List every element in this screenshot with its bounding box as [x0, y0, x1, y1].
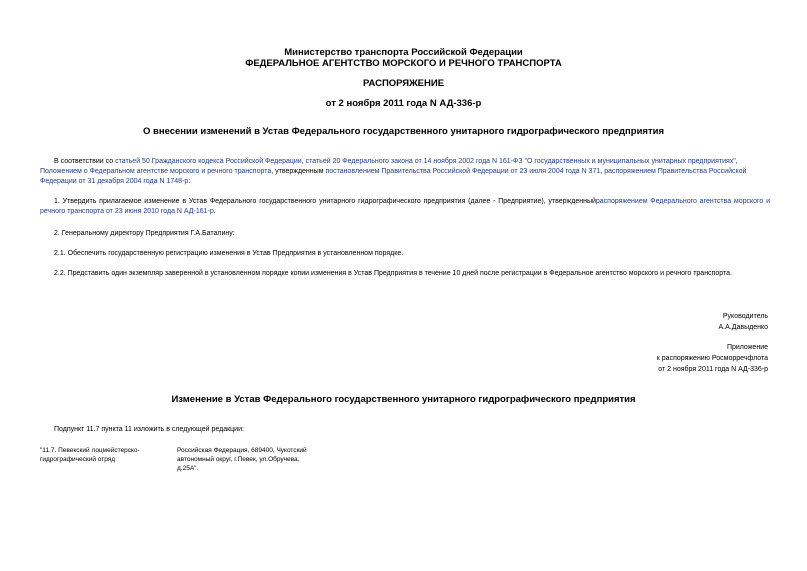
link-agency-regulation[interactable]: Положением о Федеральном агентстве морского и речного транспорта — [40, 168, 272, 175]
appendix-ref-line1: Приложение — [726, 344, 768, 351]
cell-line: "11.7. Певекский лоцмейстерско- — [40, 447, 140, 454]
item-2-1-paragraph: 2.1. Обеспечить государственную регистрацию изменения в Устав Предприятия в установленном порядке. — [54, 250, 404, 257]
preamble-text: , утвержденным — [271, 168, 326, 175]
cell-line: гидрографический отряд — [40, 456, 116, 463]
link-government-order[interactable]: распоряжением Правительства Российской Федерации от 31 декабря 2004 года N 1748-р — [40, 168, 747, 185]
preamble-text: , — [735, 158, 738, 165]
preamble-paragraph — [40, 157, 770, 187]
item-1-text: . — [213, 208, 216, 215]
item-1-paragraph — [40, 197, 770, 217]
cell-line: д.25А". — [177, 465, 199, 472]
item-2-2-paragraph: 2.2. Представить один экземпляр заверенной в установленном порядке копии изменения в Устав Предприятия в течение 10 дней после регистрации в Федеральное агентство морского и речного транспорта. — [54, 270, 732, 277]
doc-type-heading: РАСПОРЯЖЕНИЕ — [362, 78, 445, 89]
item-2-paragraph: 2. Генеральному директору Предприятия Г.А.Баталину: — [54, 230, 235, 237]
appendix-title: Изменение в Устав Федерального государственного унитарного гидрографического предприятия — [171, 394, 636, 405]
link-civil-code[interactable]: статьей 50 Гражданского кодекса Российской Федерации — [115, 158, 302, 165]
link-agency-order[interactable]: распоряжением Федерального агентства морского и речного транспорта от 23 июня 2010 года N АД-161-р — [40, 198, 770, 215]
preamble-text: : — [188, 178, 191, 185]
cell-line: Российская Федерация, 689400, Чукотский — [177, 447, 307, 454]
preamble-text: В соответствии со — [54, 158, 116, 165]
ministry-heading: Министерство транспорта Российской Федерации — [284, 47, 523, 58]
date-number-heading: от 2 ноября 2011 года N АД-336-р — [325, 98, 482, 109]
signature-role: Руководитель — [722, 313, 768, 320]
table-cell-unit — [40, 446, 160, 464]
link-government-decree[interactable]: постановлением Правительства Российской Федерации от 23 июля 2004 года N 371 — [325, 168, 601, 175]
agency-heading: ФЕДЕРАЛЬНОЕ АГЕНТСТВО МОРСКОГО И РЕЧНОГО ТРАНСПОРТА — [245, 58, 562, 69]
cell-line: автономный округ, г.Певек, ул.Обручева, — [177, 456, 300, 463]
preamble-text: , — [600, 168, 605, 175]
document-title: О внесении изменений в Устав Федерального государственного унитарного гидрографического предприятия — [142, 126, 665, 137]
appendix-intro: Подпункт 11.7 пункта 11 изложить в следующей редакции: — [54, 426, 244, 433]
table-cell-address — [177, 446, 337, 473]
link-federal-law[interactable]: статьей 20 Федерального закона от 14 ноября 2002 года N 161-ФЗ "О государственных и муниципальных унитарных предприятиях" — [305, 158, 736, 165]
preamble-text: , — [301, 158, 306, 165]
signature-name: А.А.Давыденко — [718, 324, 768, 331]
appendix-ref-line2: к распоряжению Росморречфлота — [656, 355, 768, 362]
appendix-ref-line3: от 2 ноября 2011 года N АД-336-р — [658, 366, 768, 373]
item-1-text: 1. Утвердить прилагаемое изменение в Устав Федерального государственного унитарного гидрографического предприятия (далее - Предприятие), утвержденный — [54, 198, 596, 205]
